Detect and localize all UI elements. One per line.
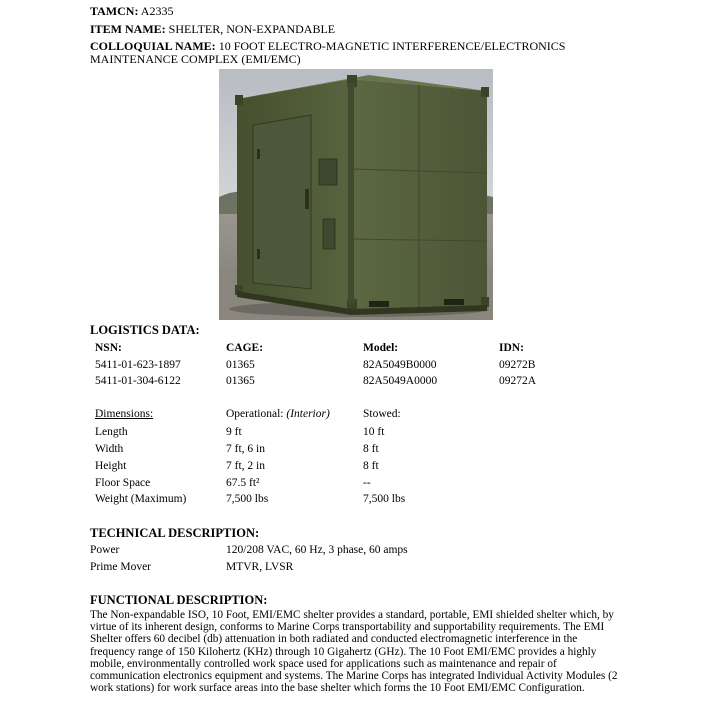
cage-header: CAGE: [226,342,264,354]
dimension-name: Floor Space [95,477,151,489]
dimension-operational: 7 ft, 6 in [226,443,265,455]
operational-label: Operational: [226,408,284,420]
item-name-line [90,22,335,36]
colloquial-line-2 [90,52,301,66]
technical-value: MTVR, LVSR [226,561,294,573]
dimension-stowed: 10 ft [363,426,385,438]
dimension-stowed: 7,500 lbs [363,493,406,505]
model-cell: 82A5049A0000 [363,375,438,387]
idn-cell: 09272B [499,359,536,371]
cage-cell: 01365 [226,359,255,371]
model-header: Model: [363,342,399,354]
stowed-header: Stowed: [363,408,401,420]
shelter-illustration [219,69,493,320]
nsn-cell: 5411-01-304-6122 [95,375,181,387]
idn-cell: 09272A [499,375,537,387]
technical-value: 120/208 VAC, 60 Hz, 3 phase, 60 amps [226,544,408,556]
shelter-photo [219,69,493,320]
dimension-operational: 7 ft, 2 in [226,460,265,472]
functional-description-text: The Non-expandable ISO, 10 Foot, EMI/EMC shelter provides a standard, portable, EMI shielded shelter which, by virtue of its inherent design, conforms to Marine Corps transportability and supportability requirements. The EMI Shelter offers 60 decibel (db) attenuation in both radiated and conducted electromagnetic interference in the frequency range of 150 Kilohertz (KHz) through 10 Gigahertz (GHz). The 10 Foot EMI/EMC provides a highly mobile, environmentally controlled work space used for applications such as maintenance and repair of communication electronics equipment and systems. The Marine Corps has integrated Individual Activity Modules (2 work stations) for work surface areas into the base shelter which forms the 10 Foot EMI/EMC Configuration. [90,609,618,695]
interior-label: (Interior) [286,408,330,420]
idn-header: IDN: [499,342,524,354]
dimension-operational: 7,500 lbs [226,493,269,505]
dimension-operational: 67.5 ft² [226,477,260,489]
operational-header [226,407,330,421]
colloquial-line [90,39,565,53]
dimension-stowed: 8 ft [363,460,379,472]
technical-name: Prime Mover [90,561,152,573]
dimension-operational: 9 ft [226,426,242,438]
dimensions-label: Dimensions: [95,408,154,420]
cage-cell: 01365 [226,375,255,387]
tamcn-line [90,4,173,18]
dimension-name: Width [95,443,124,455]
colloquial-label: COLLOQUIAL NAME: [90,39,216,53]
functional-title: FUNCTIONAL DESCRIPTION: [90,593,268,607]
model-cell: 82A5049B0000 [363,359,437,371]
colloquial-value-line1: 10 FOOT ELECTRO-MAGNETIC INTERFERENCE/ELECTRONICS [218,39,566,53]
item-name-value: SHELTER, NON-EXPANDABLE [168,22,336,36]
dimension-name: Height [95,460,127,472]
tamcn-label: TAMCN: [90,4,139,18]
dimension-name: Weight (Maximum) [95,493,187,505]
technical-title: TECHNICAL DESCRIPTION: [90,526,260,540]
logistics-title: LOGISTICS DATA: [90,323,200,337]
colloquial-value-line2: MAINTENANCE COMPLEX (EMI/EMC) [90,52,301,66]
nsn-header: NSN: [95,342,122,354]
technical-name: Power [90,544,120,556]
tamcn-value: A2335 [140,4,174,18]
dimension-stowed: -- [363,477,371,489]
nsn-cell: 5411-01-623-1897 [95,359,181,371]
dimension-name: Length [95,426,128,438]
dimension-stowed: 8 ft [363,443,379,455]
item-name-label: ITEM NAME: [90,22,166,36]
